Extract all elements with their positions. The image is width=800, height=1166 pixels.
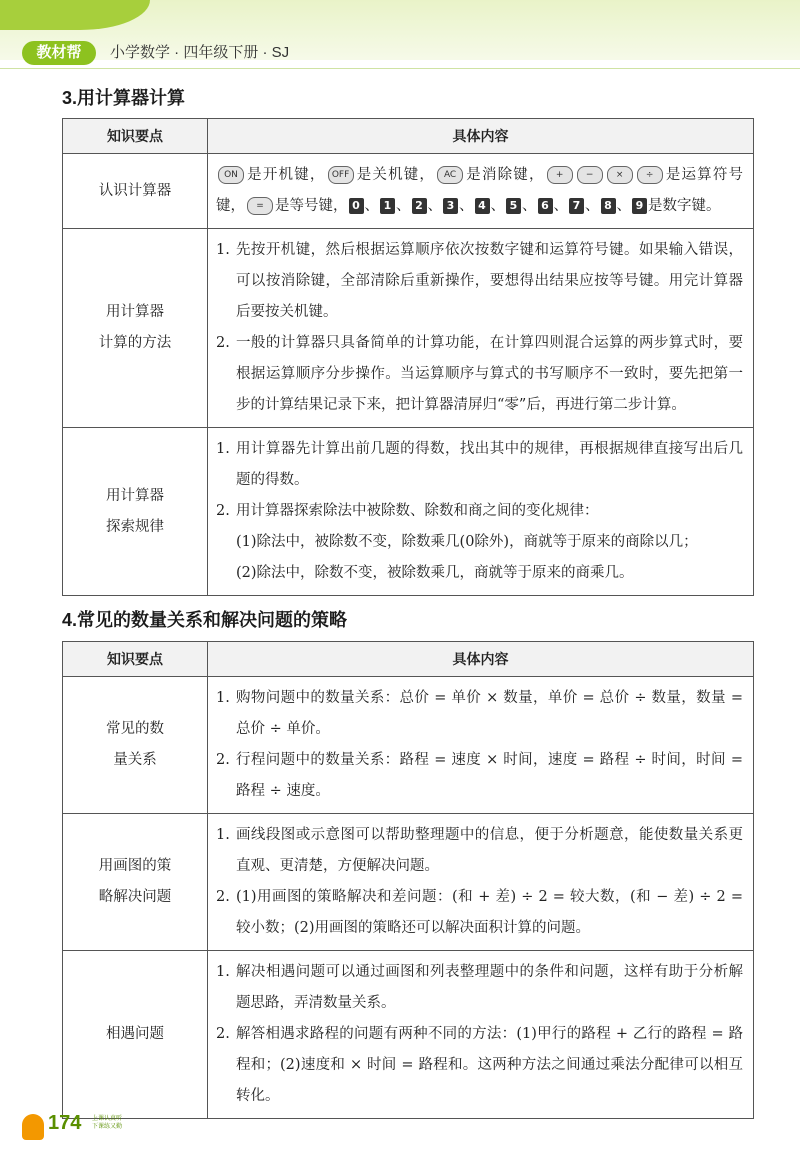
digit-5-key-icon: 5 — [506, 198, 521, 214]
point-line: 用计算器 — [106, 304, 164, 320]
divide-key-icon: ÷ — [637, 166, 663, 184]
list-item — [216, 820, 743, 882]
digit-4-key-icon: 4 — [475, 198, 490, 214]
digit-3-key-icon: 3 — [443, 198, 458, 214]
text: 是等号键， — [275, 198, 348, 214]
text: 是开机键， — [246, 167, 326, 183]
knowledge-point — [63, 229, 208, 428]
item-number: 1. — [216, 690, 230, 706]
book-title: 小学数学 · 四年级下册 · SJ — [110, 44, 290, 61]
footer-slogan — [92, 1115, 122, 1131]
item-number: 1. — [216, 441, 230, 457]
item-text: 用计算器探索除法中被除数、除数和商之间的变化规律： — [236, 503, 599, 519]
item-text: 画线段图或示意图可以帮助整理题中的信息，便于分析题意，能使数量关系更直观、更清楚，方便解决问题。 — [236, 827, 743, 874]
digit-1-key-icon: 1 — [380, 198, 395, 214]
content-cell: ON 是开机键， OFF 是关机键， AC 是消除键， + − × ÷ 是运算符号键， = 是等号键， 0 、 1 、 2 、 3 、 4 、 5 、 6 、 7 、 8 、 9 是数字键。 — [208, 154, 754, 229]
digit-6-key-icon: 6 — [538, 198, 553, 214]
brand-badge: 教材帮 — [22, 41, 96, 65]
digit-2-key-icon: 2 — [412, 198, 427, 214]
on-key-icon: ON — [218, 166, 244, 184]
table-row — [63, 428, 754, 596]
knowledge-point: 认识计算器 — [63, 154, 208, 229]
point-line: 计算的方法 — [98, 335, 172, 351]
list-item — [216, 1019, 743, 1112]
digit-0-key-icon: 0 — [349, 198, 364, 214]
slogan-line: 下课练又勤 — [92, 1124, 123, 1130]
item-text: 购物问题中的数量关系：总价 = 单价 × 数量，单价 = 总价 ÷ 数量，数量 = 总价 ÷ 单价。 — [236, 690, 743, 737]
table-row — [63, 677, 754, 814]
content-cell — [208, 229, 754, 428]
text: 是关机键， — [355, 167, 436, 183]
section-3-title: 3.用计算器计算 — [62, 88, 186, 108]
item-text: (1)用画图的策略解决和差问题：(和 + 差) ÷ 2 = 较大数，(和 − 差) ÷ 2 = 较小数；(2)用画图的策略还可以解决面积计算的问题。 — [236, 889, 743, 936]
quantity-relations-table — [62, 641, 754, 1119]
table-header-row — [63, 119, 754, 154]
sub-item: (2)除法中，除数不变，被除数乘几，商就等于原来的商乘几。 — [236, 565, 634, 581]
section-4-title: 4.常见的数量关系和解决问题的策略 — [62, 610, 348, 630]
table-row — [63, 814, 754, 951]
item-text: 行程问题中的数量关系：路程 = 速度 × 时间，速度 = 路程 ÷ 时间，时间 = 路程 ÷ 速度。 — [236, 752, 743, 799]
digit-8-key-icon: 8 — [601, 198, 616, 214]
knowledge-point — [63, 814, 208, 951]
item-number: 2. — [216, 335, 230, 351]
knowledge-point: 相遇问题 — [63, 951, 208, 1119]
list-item — [216, 434, 743, 496]
off-key-icon: OFF — [328, 166, 354, 184]
digit-9-key-icon: 9 — [632, 198, 647, 214]
column-header-content: 具体内容 — [208, 642, 754, 677]
column-header-point: 知识要点 — [63, 119, 208, 154]
list-item — [216, 328, 743, 421]
item-text: 解答相遇求路程的问题有两种不同的方法：(1)甲行的路程 + 乙行的路程 = 路程和；(2)速度和 × 时间 = 路程和。这两种方法之间通过乘法分配律可以相互转化。 — [236, 1026, 743, 1104]
point-line: 探索规律 — [106, 518, 164, 535]
column-header-content: 具体内容 — [208, 119, 754, 154]
content-cell — [208, 951, 754, 1119]
mascot-icon — [22, 1114, 44, 1140]
point-line: 量关系 — [113, 752, 157, 768]
point-line: 用计算器 — [106, 487, 164, 504]
item-text: 先按开机键，然后根据运算顺序依次按数字键和运算符号键。如果输入错误，可以按消除键，全部清除后重新操作，要想得出结果应按等号键。用完计算器后要按关机键。 — [236, 242, 743, 320]
item-number: 2. — [216, 1026, 230, 1042]
item-text: 用计算器先计算出前几题的得数，找出其中的规律，再根据规律直接写出后几题的得数。 — [236, 441, 743, 488]
page-number: 174 — [48, 1112, 82, 1134]
item-number: 2. — [216, 752, 230, 768]
times-key-icon: × — [607, 166, 633, 184]
text: 是消除键， — [465, 167, 545, 183]
item-number: 2. — [216, 889, 230, 905]
item-number: 2. — [216, 503, 230, 519]
list-item — [216, 235, 743, 328]
knowledge-point — [63, 428, 208, 596]
content-cell — [208, 428, 754, 596]
list-item — [216, 882, 743, 944]
table-row — [63, 154, 754, 229]
item-number: 1. — [216, 964, 230, 980]
table-row — [63, 229, 754, 428]
text: 是运算符号键， — [216, 167, 744, 214]
list-item — [216, 745, 743, 807]
knowledge-point — [63, 677, 208, 814]
list-item — [216, 496, 743, 527]
slogan-line: 上课认真听 — [92, 1116, 123, 1122]
point-line: 用画图的策 — [98, 858, 172, 874]
column-header-point: 知识要点 — [63, 642, 208, 677]
content-cell — [208, 677, 754, 814]
header-divider — [0, 68, 800, 69]
table-row — [63, 951, 754, 1119]
list-item — [216, 957, 743, 1019]
item-number: 1. — [216, 242, 230, 258]
minus-key-icon: − — [577, 166, 603, 184]
ac-key-icon: AC — [437, 166, 463, 184]
point-line: 略解决问题 — [98, 889, 172, 905]
list-item — [216, 683, 743, 745]
point-line: 常见的数 — [106, 721, 164, 737]
digit-7-key-icon: 7 — [569, 198, 584, 214]
sub-item: (1)除法中，被除数不变，除数乘几(0除外)，商就等于原来的商除以几； — [236, 534, 698, 550]
item-number: 1. — [216, 827, 230, 843]
equals-key-icon: = — [247, 197, 273, 215]
item-text: 一般的计算器只具备简单的计算功能，在计算四则混合运算的两步算式时，要根据运算顺序分步操作。当运算顺序与算式的书写顺序不一致时，要先把第一步的计算结果记录下来，把计算器清屏归“零”后，再进行第二步计算。 — [236, 335, 743, 413]
plus-key-icon: + — [547, 166, 573, 184]
item-text: 解决相遇问题可以通过画图和列表整理题中的条件和问题，这样有助于分析解题思路，弄清数量关系。 — [236, 964, 743, 1011]
text: 是数字键。 — [648, 198, 721, 214]
table-header-row — [63, 642, 754, 677]
calculator-table — [62, 118, 754, 596]
content-cell — [208, 814, 754, 951]
